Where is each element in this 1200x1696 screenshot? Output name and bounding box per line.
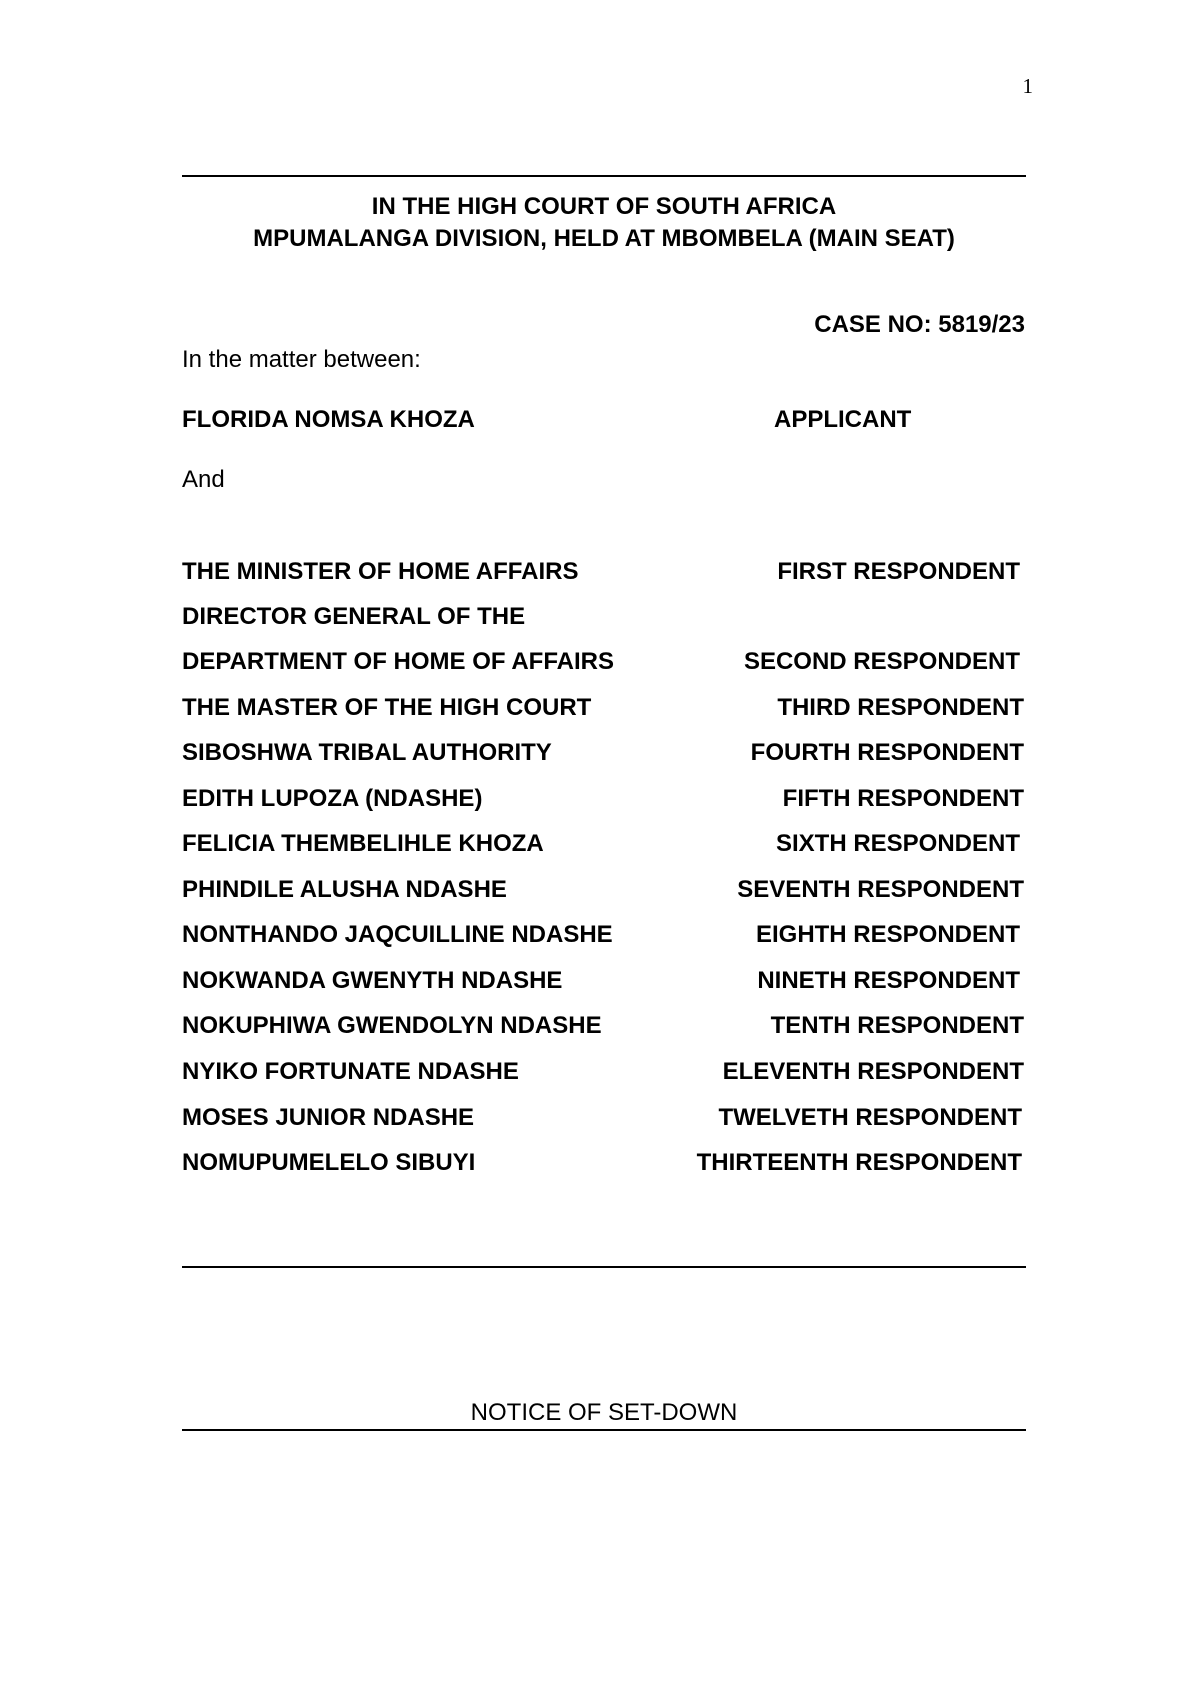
respondent-name: NOMUPUMELELO SIBUYI <box>182 1149 476 1176</box>
respondent-name: PHINDILE ALUSHA NDASHE <box>182 876 507 903</box>
respondent-row <box>182 1147 1026 1179</box>
respondent-row <box>182 783 1026 815</box>
respondent-name: EDITH LUPOZA (NDASHE) <box>182 785 483 812</box>
court-division: MPUMALANGA DIVISION, HELD AT MBOMBELA (MAIN SEAT) <box>253 225 955 252</box>
respondent-role: FOURTH RESPONDENT <box>750 739 1024 766</box>
bottom-divider <box>182 1266 1026 1268</box>
top-divider <box>182 175 1026 177</box>
respondent-role: THIRTEENTH RESPONDENT <box>696 1149 1022 1176</box>
respondent-role: NINETH RESPONDENT <box>757 967 1020 994</box>
respondent-role: SIXTH RESPONDENT <box>775 830 1020 857</box>
respondent-name: NONTHANDO JAQCUILLINE NDASHE <box>182 921 613 948</box>
respondent-name: DEPARTMENT OF HOME OF AFFAIRS <box>182 648 614 675</box>
respondent-name: NOKUPHIWA GWENDOLYN NDASHE <box>182 1012 602 1039</box>
respondent-name: SIBOSHWA TRIBAL AUTHORITY <box>182 739 552 766</box>
matter-intro: In the matter between: <box>182 346 421 373</box>
respondent-name: FELICIA THEMBELIHLE KHOZA <box>182 830 544 857</box>
respondent-row <box>182 828 1026 860</box>
respondent-role: TWELVETH RESPONDENT <box>718 1104 1022 1131</box>
respondent-row <box>182 965 1026 997</box>
respondent-row <box>182 737 1026 769</box>
respondent-name: NOKWANDA GWENYTH NDASHE <box>182 967 563 994</box>
respondent-role: FIFTH RESPONDENT <box>782 785 1024 812</box>
applicant-row <box>182 404 1026 436</box>
court-name: IN THE HIGH COURT OF SOUTH AFRICA <box>371 193 837 220</box>
respondent-row <box>182 919 1026 951</box>
page-number: 1 <box>1022 74 1033 98</box>
applicant-role: APPLICANT <box>774 406 912 433</box>
respondent-role: ELEVENTH RESPONDENT <box>722 1058 1024 1085</box>
respondent-role: FIRST RESPONDENT <box>777 558 1020 585</box>
respondent-row <box>182 601 1026 633</box>
applicant-name: FLORIDA NOMSA KHOZA <box>182 406 475 433</box>
respondent-name: DIRECTOR GENERAL OF THE <box>182 603 526 630</box>
respondent-row <box>182 1056 1026 1088</box>
respondent-row <box>182 874 1026 906</box>
respondent-name: THE MASTER OF THE HIGH COURT <box>182 694 592 721</box>
respondent-role: EIGHTH RESPONDENT <box>755 921 1020 948</box>
respondent-row <box>182 692 1026 724</box>
respondent-name: NYIKO FORTUNATE NDASHE <box>182 1058 519 1085</box>
respondent-role: TENTH RESPONDENT <box>770 1012 1024 1039</box>
notice-title: NOTICE OF SET-DOWN <box>470 1399 738 1426</box>
respondent-role: SEVENTH RESPONDENT <box>737 876 1024 903</box>
case-number: CASE NO: 5819/23 <box>814 311 1025 338</box>
respondent-row <box>182 646 1026 678</box>
respondent-name: THE MINISTER OF HOME AFFAIRS <box>182 558 579 585</box>
respondent-name: MOSES JUNIOR NDASHE <box>182 1104 475 1131</box>
respondent-row <box>182 1010 1026 1042</box>
respondent-role: THIRD RESPONDENT <box>777 694 1024 721</box>
notice-underline <box>182 1429 1026 1431</box>
respondent-role: SECOND RESPONDENT <box>743 648 1020 675</box>
respondent-row <box>182 556 1026 588</box>
conjunction-and: And <box>182 466 225 493</box>
respondent-row <box>182 1102 1026 1134</box>
